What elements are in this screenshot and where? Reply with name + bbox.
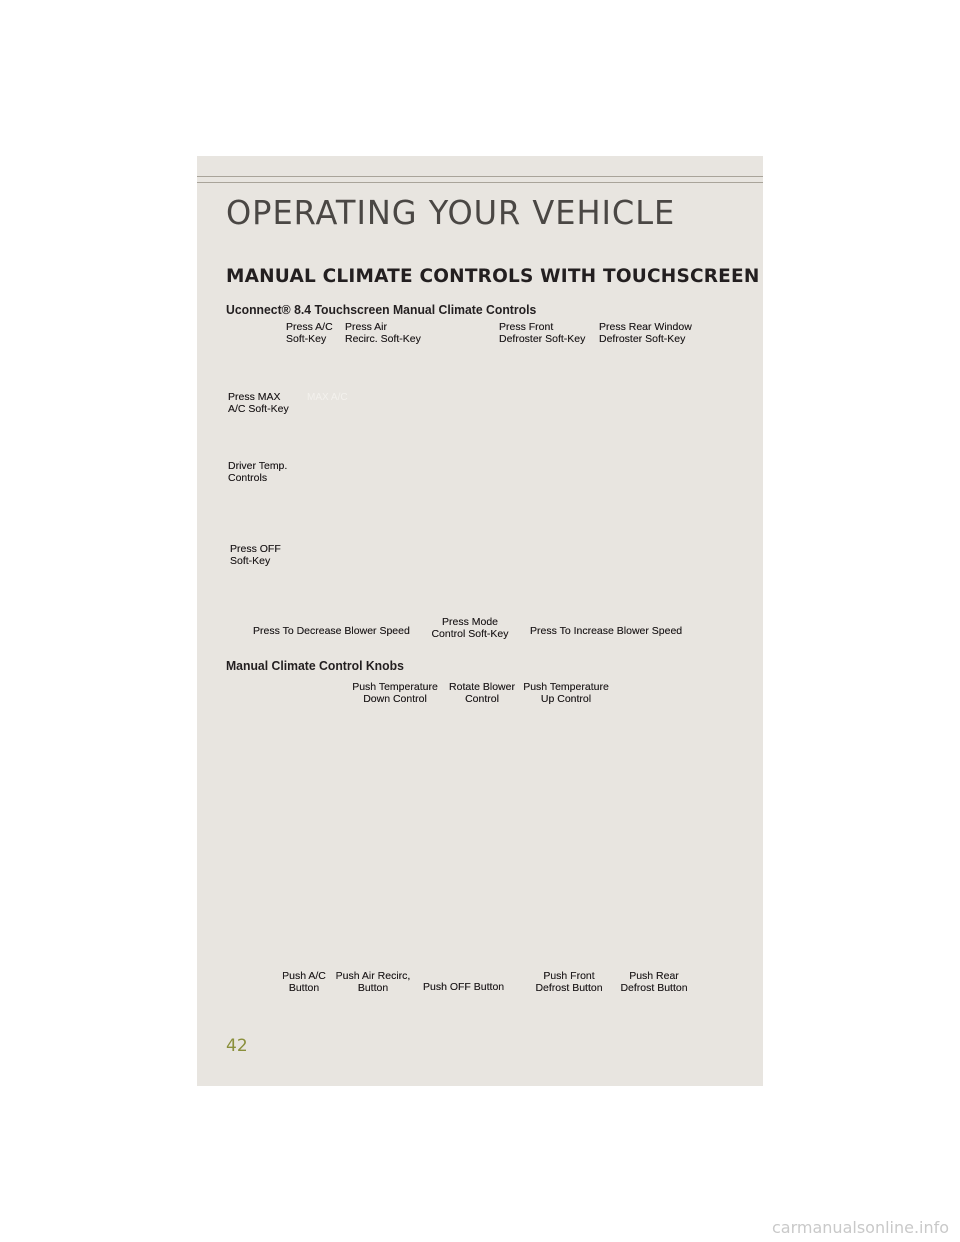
callout-blower-control: Rotate Blower Control: [449, 681, 515, 705]
callout-ac-button: Push A/C Button: [282, 970, 326, 994]
callout-recirc-button: Push Air Recirc, Button: [335, 970, 411, 994]
callout-rear-defrost-softkey: Press Rear Window Defroster Soft-Key: [599, 321, 692, 345]
callout-front-defrost-softkey: Press Front Defroster Soft-Key: [499, 321, 586, 345]
callout-mode-softkey: Press Mode Control Soft-Key: [431, 616, 509, 640]
callout-decrease-blower: Press To Decrease Blower Speed: [253, 625, 410, 637]
callout-off-button: Push OFF Button: [423, 981, 505, 993]
callout-temp-down: Push Temperature Down Control: [352, 681, 438, 705]
callout-off-softkey: Press OFF Soft-Key: [230, 543, 281, 567]
callout-rear-defrost-button: Push Rear Defrost Button: [620, 970, 688, 994]
page-number: 42: [226, 1036, 248, 1056]
header-rule-top: [197, 176, 763, 177]
touchscreen-caption: Uconnect® 8.4 Touchscreen Manual Climate Controls: [226, 302, 537, 317]
callout-front-defrost-button: Push Front Defrost Button: [535, 970, 603, 994]
header-rule-bottom: [197, 182, 763, 183]
callout-temp-up: Push Temperature Up Control: [523, 681, 609, 705]
callout-max-ac-softkey: Press MAX A/C Soft-Key: [228, 391, 289, 415]
callout-driver-temp: Driver Temp. Controls: [228, 460, 288, 484]
knobs-caption: Manual Climate Control Knobs: [226, 658, 404, 673]
page-title: MANUAL CLIMATE CONTROLS WITH TOUCHSCREEN: [226, 266, 760, 287]
callout-ac-softkey: Press A/C Soft-Key: [286, 321, 333, 345]
max-ac-screen-label: MAX A/C: [307, 392, 348, 403]
section-header: OPERATING YOUR VEHICLE: [226, 193, 676, 232]
callout-increase-blower: Press To Increase Blower Speed: [530, 625, 683, 637]
manual-page: [197, 156, 763, 1086]
watermark-footer: carmanualsonline.info: [772, 1218, 950, 1237]
callout-recirc-softkey: Press Air Recirc. Soft-Key: [345, 321, 421, 345]
